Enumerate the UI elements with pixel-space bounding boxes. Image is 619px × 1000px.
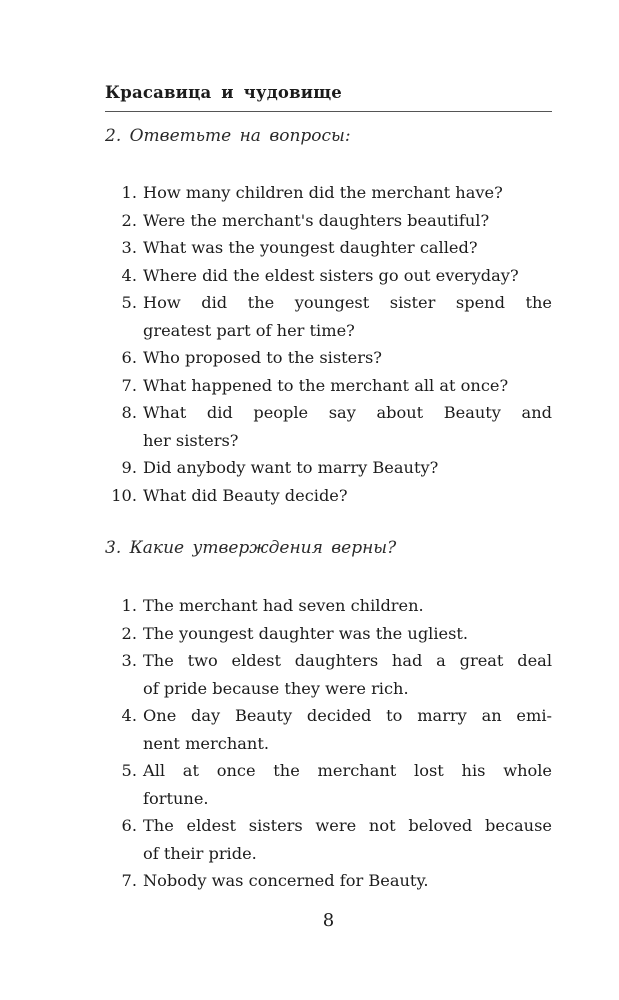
item-number: 10. <box>111 485 137 505</box>
item-text <box>143 867 552 895</box>
text-line: Who proposed to the sisters? <box>143 348 382 367</box>
item-text <box>143 454 552 482</box>
item-text <box>143 262 552 290</box>
item-text <box>143 372 552 400</box>
list-item <box>105 179 552 207</box>
section-title-questions: 2. Ответьте на вопросы: <box>105 126 351 146</box>
item-text <box>143 702 552 757</box>
list-item <box>105 702 552 757</box>
item-number: 3. <box>121 651 137 670</box>
text-line: What was the youngest daughter called? <box>143 238 478 257</box>
item-number: 5. <box>121 293 137 312</box>
list-item <box>105 372 552 400</box>
text-line: One day Beauty decided to marry an emi- <box>143 706 552 725</box>
list-item <box>105 207 552 235</box>
item-number: 3. <box>121 238 137 257</box>
item-text <box>143 207 552 235</box>
item-text <box>143 620 552 648</box>
text-line: fortune. <box>143 788 209 808</box>
item-text <box>143 289 552 344</box>
item-text <box>143 757 552 812</box>
item-text <box>143 482 552 510</box>
item-number: 2. <box>121 210 137 230</box>
text-line: Were the merchant's daughters beautiful? <box>143 210 490 230</box>
item-text <box>143 234 552 262</box>
section-title-statements: 3. Какие утверждения верны? <box>105 538 397 558</box>
text-line: of pride because they were rich. <box>143 678 409 698</box>
text-line: Nobody was concerned for Beauty. <box>143 871 429 890</box>
list-item <box>105 399 552 454</box>
item-number: 5. <box>121 761 137 780</box>
list-item <box>105 234 552 262</box>
item-number: 4. <box>121 706 137 725</box>
running-header: Красавица и чудовище <box>105 83 342 102</box>
text-line: What happened to the merchant all at once? <box>143 375 509 395</box>
text-line: greatest part of her time? <box>143 320 355 340</box>
item-text <box>143 344 552 372</box>
text-line: The two eldest daughters had a great deal <box>143 651 552 670</box>
statements-list <box>105 592 552 895</box>
text-line: Where did the eldest sisters go out everyday? <box>143 265 519 285</box>
item-number: 7. <box>121 375 137 395</box>
text-line: How did the youngest sister spend the <box>143 293 552 312</box>
page-number: 8 <box>322 910 335 931</box>
item-number: 2. <box>121 623 137 643</box>
list-item <box>105 454 552 482</box>
text-line: All at once the merchant lost his whole <box>143 761 552 780</box>
item-number: 4. <box>121 265 137 285</box>
list-item <box>105 482 552 510</box>
text-line: Did anybody want to marry Beauty? <box>143 458 439 477</box>
item-text <box>143 647 552 702</box>
questions-list <box>105 179 552 509</box>
text-line: The merchant had seven children. <box>143 596 424 615</box>
item-number: 6. <box>121 816 137 835</box>
item-number: 6. <box>121 348 137 367</box>
item-text <box>143 812 552 867</box>
item-number: 1. <box>121 183 137 202</box>
list-item <box>105 592 552 620</box>
text-line: The eldest sisters were not beloved because <box>143 816 552 835</box>
item-text <box>143 179 552 207</box>
list-item <box>105 289 552 344</box>
item-text <box>143 399 552 454</box>
list-item <box>105 757 552 812</box>
text-line: nent merchant. <box>143 733 269 753</box>
text-line: of their pride. <box>143 843 257 863</box>
list-item <box>105 647 552 702</box>
item-text <box>143 592 552 620</box>
text-line: The youngest daughter was the ugliest. <box>143 623 469 643</box>
item-number: 9. <box>121 458 137 477</box>
list-item <box>105 262 552 290</box>
list-item <box>105 344 552 372</box>
text-line: What did Beauty decide? <box>143 485 348 505</box>
header-rule <box>105 111 552 112</box>
text-line: How many children did the merchant have? <box>143 183 503 202</box>
list-item <box>105 867 552 895</box>
item-number: 8. <box>121 403 137 422</box>
list-item <box>105 620 552 648</box>
text-line: What did people say about Beauty and <box>143 403 552 422</box>
list-item <box>105 812 552 867</box>
item-number: 1. <box>121 596 137 615</box>
text-line: her sisters? <box>143 430 239 450</box>
item-number: 7. <box>121 871 137 890</box>
